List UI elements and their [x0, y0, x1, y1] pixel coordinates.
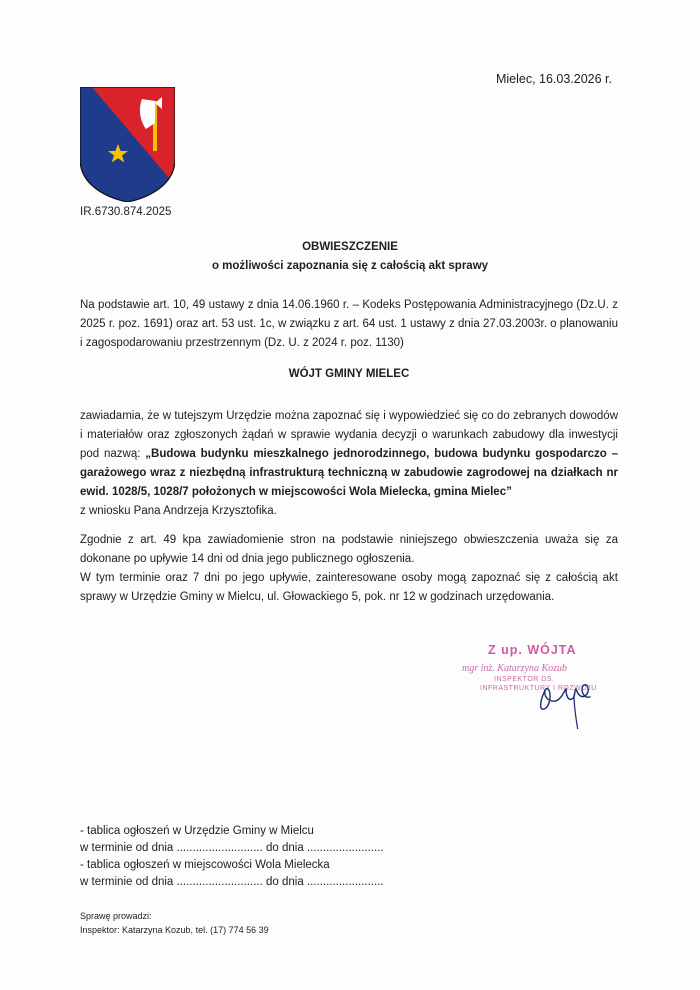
posting-period-1: w terminie od dnia ........................... do dnia ........................ [80, 842, 384, 854]
notification-paragraph [80, 531, 618, 607]
place-date: Mielec, 16.03.2026 r. [495, 72, 612, 86]
notice-title: OBWIESZCZENIE [302, 241, 398, 253]
review-terms: W tym terminie oraz 7 dni po jego upływie, zainteresowane osoby mogą zapoznać się z całością akt sprawy w Urzędzie Gminy w Mielcu, ul. Głowackiego 5, pok. nr 12 w godzinach urzędowania. [80, 572, 618, 603]
handled-by-contact: Inspektor: Katarzyna Kozub, tel. (17) 774 56 39 [80, 925, 269, 935]
notice-intro: zawiadamia, że w tutejszym Urzędzie można zapoznać się i wypowiedzieć się co do zebranych dowodów i materiałów oraz zgłoszonych żądań w sprawie wydania decyzji o warunkach zabudowy dla inwestycji pod nazwą: [80, 410, 618, 460]
applicant-line: z wniosku Pana Andrzeja Krzysztofika. [80, 505, 277, 517]
posting-place-2: - tablica ogłoszeń w miejscowości Wola Mielecka [80, 859, 330, 871]
official-stamp [458, 641, 608, 721]
reference-number: IR.6730.874.2025 [80, 206, 172, 218]
stamp-role-line2: INFRASTRUKTURY I ROZWOJU [480, 685, 597, 692]
stamp-role-line1: INSPEKTOR DS. [494, 676, 555, 683]
stamp-name: mgr inż. Katarzyna Kozub [462, 663, 568, 674]
handwritten-signature-icon [486, 659, 604, 729]
stamp-title: Z up. WÓJTA [488, 643, 577, 657]
authority-heading: WÓJT GMINY MIELEC [288, 368, 410, 380]
investment-name: „Budowa budynku mieszkalnego jednorodzinnego, budowa budynku gospodarczo – garażowego wraz z niezbędną infrastrukturą techniczną w zabudowie zagrodowej na działkach nr ewid. 1028/5, 1028/7 położonych w miejscowości Wola Mielecka, gmina Mielec” [80, 448, 618, 498]
handled-by-label: Sprawę prowadzi: [80, 911, 152, 921]
posting-info [80, 823, 384, 891]
coat-of-arms-icon [80, 87, 175, 202]
notice-subtitle: o możliwości zapoznania się z całością akt sprawy [211, 260, 489, 272]
footer-contact [80, 909, 269, 937]
notice-title-block [0, 238, 700, 276]
posting-place-1: - tablica ogłoszeń w Urzędzie Gminy w Mielcu [80, 825, 314, 837]
notification-rule: Zgodnie z art. 49 kpa zawiadomienie stron na podstawie niniejszego obwieszczenia uważa się za dokonane po upływie 14 dni od dnia jego publicznego ogłoszenia. [80, 534, 618, 565]
legal-basis-paragraph: Na podstawie art. 10, 49 ustawy z dnia 14.06.1960 r. – Kodeks Postępowania Administracyjnego (Dz.U. z 2025 r. poz. 1691) oraz art. 53 ust. 1c, w związku z art. 64 ust. 1 ustawy z dnia 27.03.2003r. o planowaniu i zagospodarowaniu przestrzennym (Dz. U. z 2024 r. poz. 1130) [80, 299, 618, 349]
posting-period-2: w terminie od dnia ........................... do dnia ........................ [80, 876, 384, 888]
notice-paragraph [80, 407, 618, 521]
